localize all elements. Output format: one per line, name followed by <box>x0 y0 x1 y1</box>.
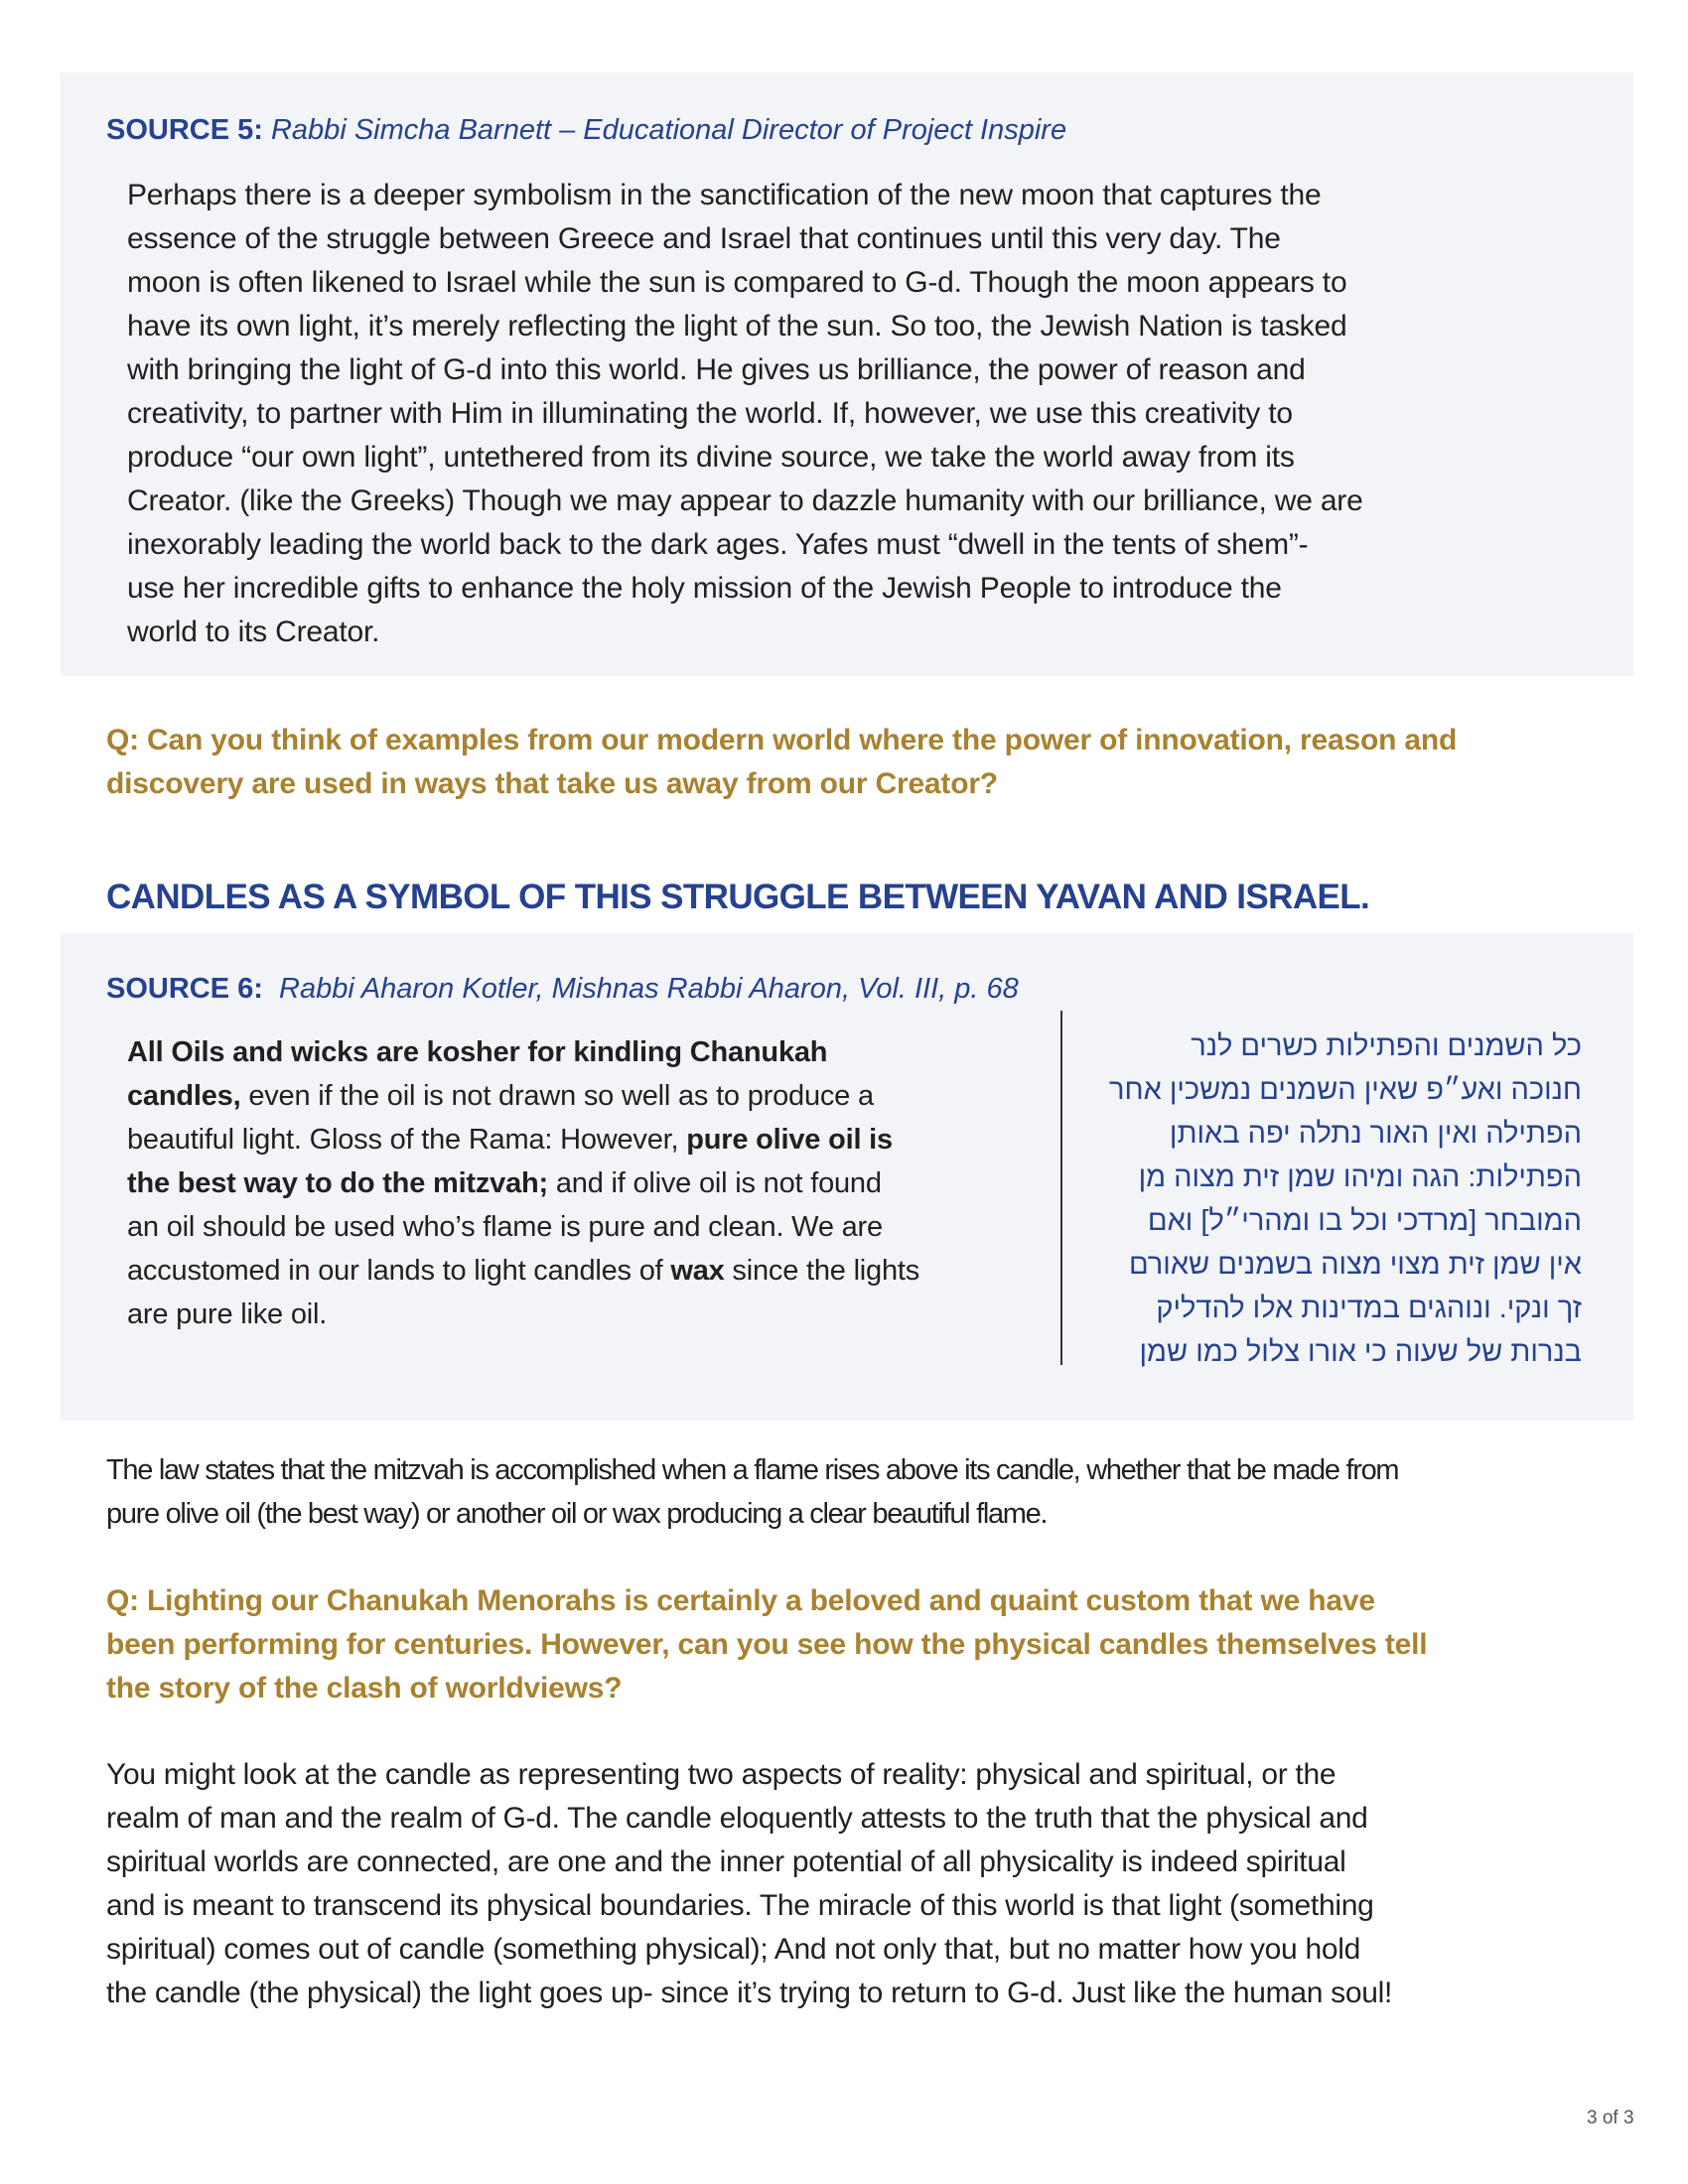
text-line <box>127 1030 827 1074</box>
text-line: Creator. (like the Greeks) Though we may appear to dazzle humanity with our brilliance, we are <box>127 484 1363 517</box>
source-6-citation: Rabbi Aharon Kotler, Mishnas Rabbi Aharon, Vol. III, p. 68 <box>279 973 1019 1005</box>
text-line: essence of the struggle between Greece and Israel that continues until this very day. The <box>127 222 1281 255</box>
hebrew-line: זך ונקי. ונוהגים במדינות אלו להדליק <box>1156 1293 1582 1324</box>
plain-text: and if olive oil is not found <box>548 1167 882 1199</box>
text-line: the candle (the physical) the light goes up- since it’s trying to return to G-d. Just like the human soul! <box>106 1977 1392 2009</box>
question-line: Q: Can you think of examples from our modern world where the power of innovation, reason and <box>106 724 1458 756</box>
text-line <box>127 1118 893 1161</box>
hebrew-line: כל השמנים והפתילות כשרים לנר <box>1191 1030 1582 1062</box>
text-line: use her incredible gifts to enhance the holy mission of the Jewish People to introduce the <box>127 572 1282 605</box>
plain-text: even if the oil is not drawn so well as to produce a <box>240 1080 874 1112</box>
text-line: and is meant to transcend its physical boundaries. The miracle of this world is that light (something <box>106 1889 1374 1922</box>
bold-text: pure olive oil is <box>686 1124 893 1156</box>
text-line: realm of man and the realm of G-d. The candle eloquently attests to the truth that the physical and <box>106 1802 1368 1835</box>
text-line <box>127 1249 919 1293</box>
text-line: Perhaps there is a deeper symbolism in the sanctification of the new moon that captures the <box>127 179 1322 211</box>
question-line: the story of the clash of worldviews? <box>106 1672 623 1705</box>
hebrew-line: הפתילה ואין האור נתלה יפה באותן <box>1169 1118 1582 1150</box>
text-line: You might look at the candle as representing two aspects of reality: physical and spiritual, or the <box>106 1758 1336 1791</box>
text-line: spiritual) comes out of candle (something physical); And not only that, but no matter how you hold <box>106 1933 1360 1966</box>
text-line: an oil should be used who’s flame is pure and clean. We are <box>127 1211 883 1243</box>
plain-text: since the lights <box>724 1255 920 1287</box>
text-line: with bringing the light of G-d into this world. He gives us brilliance, the power of reason and <box>127 353 1306 386</box>
text-line: world to its Creator. <box>127 615 380 648</box>
section-heading: CANDLES AS A SYMBOL OF THIS STRUGGLE BETWEEN YAVAN AND ISRAEL. <box>106 878 1370 916</box>
text-line: creativity, to partner with Him in illuminating the world. If, however, we use this creativity to <box>127 397 1293 430</box>
text-line: have its own light, it’s merely reflecting the light of the sun. So too, the Jewish Nation is tasked <box>127 310 1347 342</box>
hebrew-line: בנרות של שעוה כי אורו צלול כמו שמן <box>1139 1336 1582 1368</box>
question-line: discovery are used in ways that take us away from our Creator? <box>106 767 998 800</box>
question-line: Q: Lighting our Chanukah Menorahs is certainly a beloved and quaint custom that we have <box>106 1584 1375 1617</box>
text-line: are pure like oil. <box>127 1298 328 1330</box>
source-6-label: SOURCE 6: <box>106 973 263 1005</box>
hebrew-line: אין שמן זית מצוי מצוה בשמנים שאורם <box>1128 1249 1582 1281</box>
hebrew-line: המובחר [מרדכי וכל בו ומהרי״ל] ואם <box>1147 1205 1582 1237</box>
text-line: spiritual worlds are connected, are one and the inner potential of all physicality is indeed spiritual <box>106 1845 1346 1878</box>
source-5-heading <box>106 112 1066 148</box>
hebrew-line: הפתילות: הגה ומיהו שמן זית מצוה מן <box>1138 1161 1582 1193</box>
column-divider <box>1060 1011 1062 1365</box>
text-line: The law states that the mitzvah is accomplished when a flame rises above its candle, whether that be made from <box>106 1454 1399 1486</box>
source-5-citation: Rabbi Simcha Barnett – Educational Director of Project Inspire <box>270 114 1067 146</box>
text-line: inexorably leading the world back to the dark ages. Yafes must “dwell in the tents of shem”- <box>127 528 1309 561</box>
plain-text: beautiful light. Gloss of the Rama: However, <box>127 1124 687 1156</box>
source-6-heading <box>106 971 1019 1007</box>
hebrew-line: חנוכה ואע״פ שאין השמנים נמשכין אחר <box>1108 1074 1582 1106</box>
text-line: produce “our own light”, untethered from its divine source, we take the world away from its <box>127 441 1295 474</box>
source-5-label: SOURCE 5: <box>106 114 263 146</box>
text-line: pure olive oil (the best way) or another oil or wax producing a clear beautiful flame. <box>106 1498 1048 1530</box>
bold-text: candles, <box>127 1080 241 1112</box>
bold-text: wax <box>670 1255 725 1287</box>
text-line <box>127 1074 874 1118</box>
page-number: 3 of 3 <box>1587 2108 1634 2128</box>
text-line <box>127 1161 882 1205</box>
bold-text: the best way to do the mitzvah; <box>127 1167 549 1199</box>
question-line: been performing for centuries. However, can you see how the physical candles themselves tell <box>106 1628 1428 1661</box>
text-line: moon is often likened to Israel while the sun is compared to G-d. Though the moon appears to <box>127 266 1347 299</box>
bold-text: All Oils and wicks are kosher for kindling Chanukah <box>127 1036 828 1068</box>
plain-text: accustomed in our lands to light candles of <box>127 1255 671 1287</box>
